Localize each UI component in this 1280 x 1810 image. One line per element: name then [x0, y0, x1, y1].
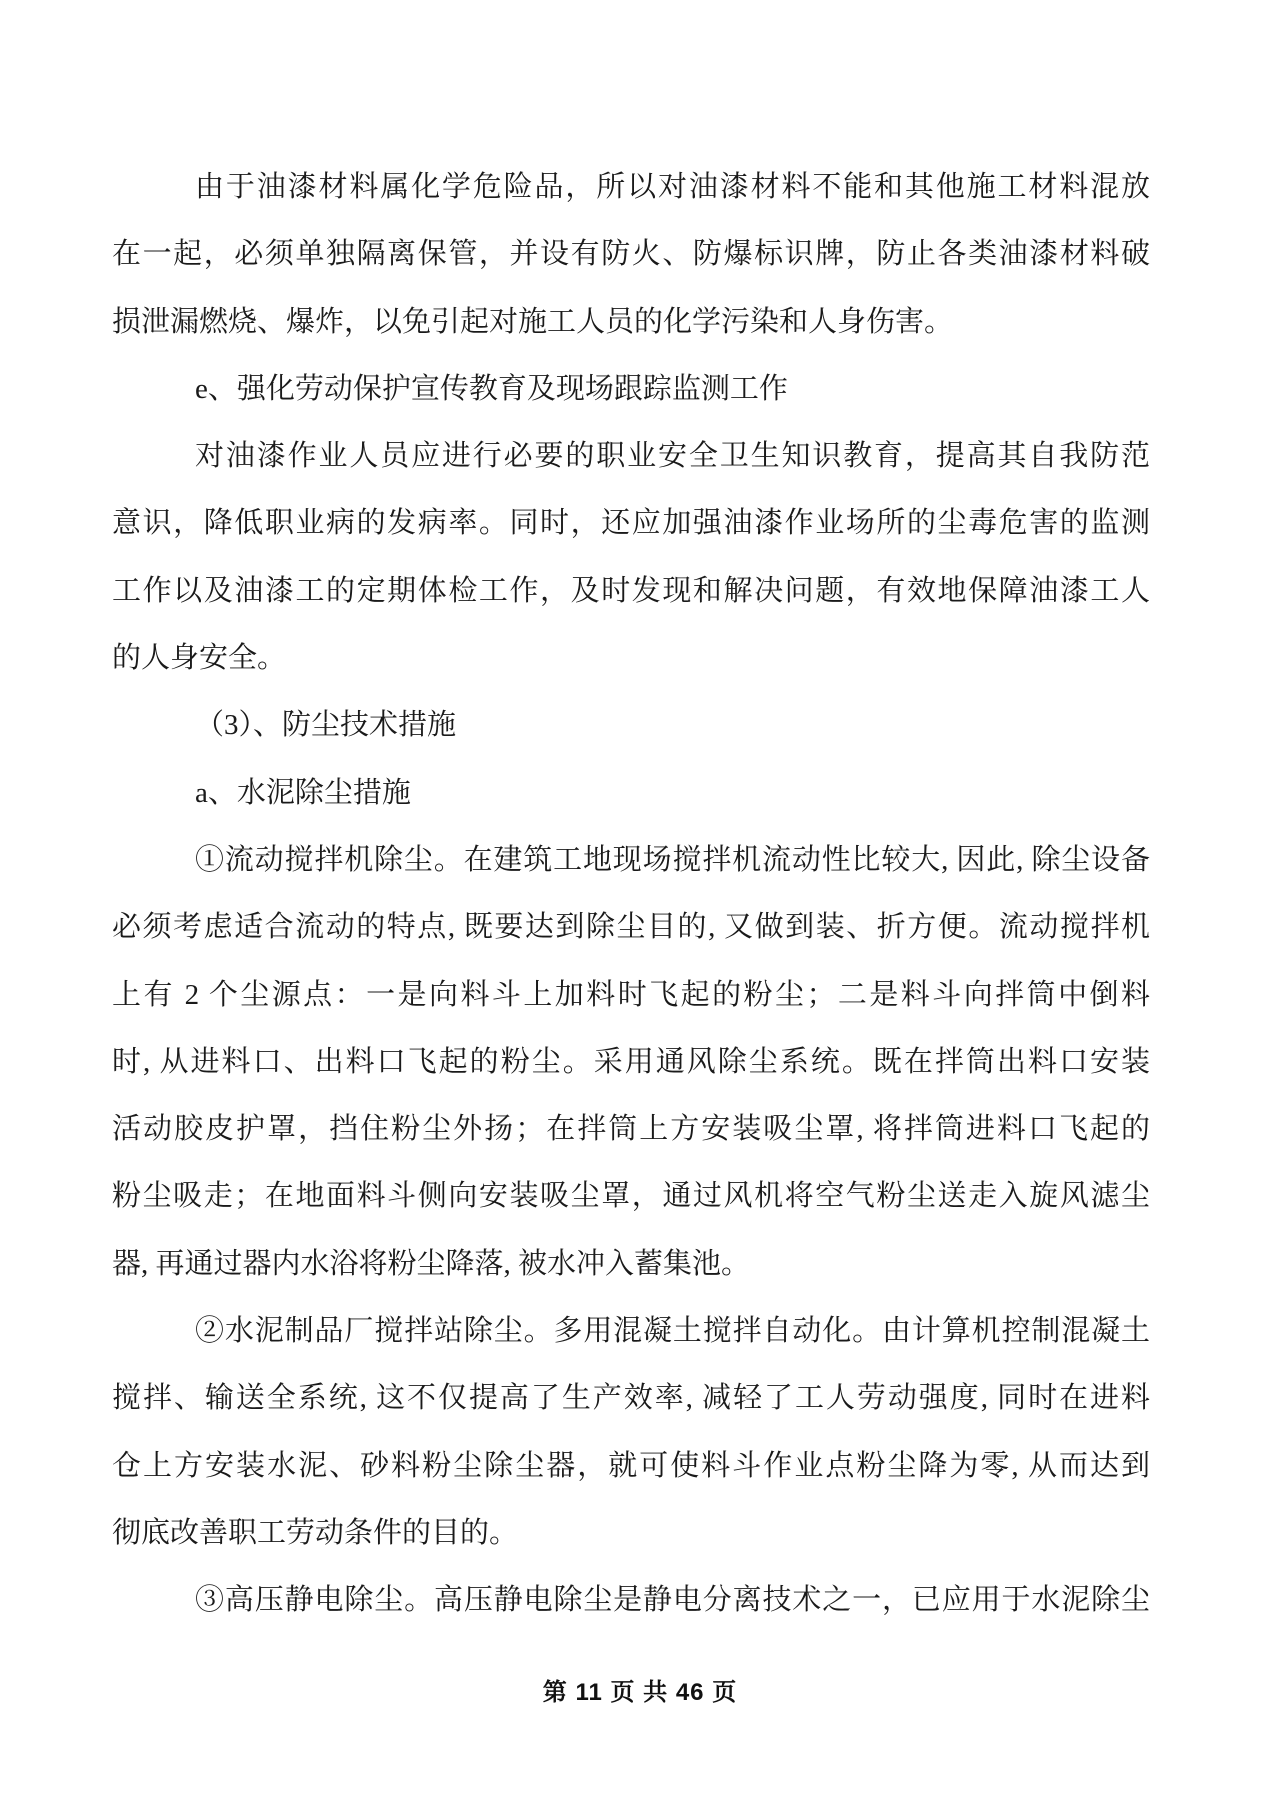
text-line: 搅拌、输送全系统, 这不仅提高了生产效率, 减轻了工人劳动强度, 同时在进料 — [112, 1382, 1150, 1415]
text-line: ③高压静电除尘。高压静电除尘是静电分离技术之一，已应用于水泥除尘 — [195, 1584, 1150, 1617]
text-line: 工作以及油漆工的定期体检工作，及时发现和解决问题，有效地保障油漆工人 — [112, 574, 1150, 607]
text-line: a、水泥除尘措施 — [195, 776, 411, 809]
text-line: 在一起，必须单独隔离保管，并设有防火、防爆标识牌，防止各类油漆材料破 — [112, 238, 1150, 271]
text-line: 损泄漏燃烧、爆炸，以免引起对施工人员的化学污染和人身伤害。 — [112, 305, 954, 338]
text-line: 时, 从进料口、出料口飞起的粉尘。采用通风除尘系统。既在拌筒出料口安装 — [112, 1045, 1150, 1078]
text-line: 的人身安全。 — [112, 642, 287, 675]
text-line: 仓上方安装水泥、砂料粉尘除尘器，就可使料斗作业点粉尘降为零, 从而达到 — [112, 1449, 1150, 1482]
page-footer — [0, 1676, 1280, 1710]
text-line: 对油漆作业人员应进行必要的职业安全卫生知识教育，提高其自我防范 — [195, 440, 1150, 473]
text-line: 由于油漆材料属化学危险品，所以对油漆材料不能和其他施工材料混放 — [195, 171, 1150, 203]
text-line: ②水泥制品厂搅拌站除尘。多用混凝土搅拌自动化。由计算机控制混凝土 — [195, 1315, 1150, 1348]
text-line: e、强化劳动保护宣传教育及现场跟踪监测工作 — [195, 372, 788, 405]
text-line: 必须考虑适合流动的特点, 既要达到除尘目的, 又做到装、折方便。流动搅拌机 — [112, 911, 1150, 944]
page-number-text: 第 11 页 共 46 页 — [542, 1679, 738, 1706]
document-body — [112, 154, 1150, 1635]
text-line: 彻底改善职工劳动条件的目的。 — [112, 1516, 519, 1549]
text-line: 粉尘吸走；在地面料斗侧向安装吸尘罩，通过风机将空气粉尘送走入旋风滤尘 — [112, 1180, 1150, 1213]
text-line: 器, 再通过器内水浴将粉尘降落, 被水冲入蓄集池。 — [112, 1247, 751, 1280]
text-line: （3）、防尘技术措施 — [195, 709, 457, 742]
text-line: 上有 2 个尘源点：一是向料斗上加料时飞起的粉尘；二是料斗向拌筒中倒料 — [112, 978, 1150, 1011]
text-line: 活动胶皮护罩，挡住粉尘外扬；在拌筒上方安装吸尘罩, 将拌筒进料口飞起的 — [112, 1113, 1150, 1146]
text-line: ①流动搅拌机除尘。在建筑工地现场搅拌机流动性比较大, 因此, 除尘设备 — [195, 843, 1150, 876]
text-line: 意识，降低职业病的发病率。同时，还应加强油漆作业场所的尘毒危害的监测 — [112, 507, 1150, 540]
